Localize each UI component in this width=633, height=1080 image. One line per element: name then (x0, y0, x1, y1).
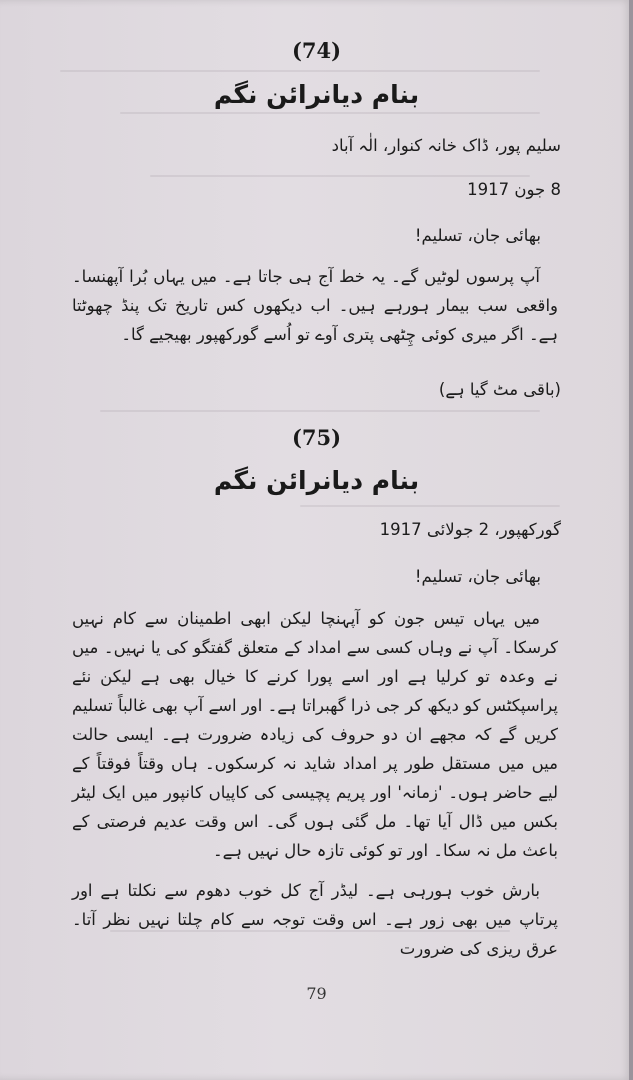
letter-title: بنام دیانرائن نگم (213, 466, 420, 495)
letter-title: بنام دیانرائن نگم (213, 80, 420, 109)
bleed-through-mark (100, 410, 540, 412)
bleed-through-mark (150, 175, 530, 177)
letter-salutation: بھائی جان، تسلیم! (414, 226, 541, 245)
letter-place-date: گورکھپور، 2 جولائی 1917 (379, 520, 561, 539)
letter-note: (باقی مٹ گیا ہے) (438, 380, 561, 399)
letter-number: (74) (291, 38, 342, 63)
bleed-through-mark (120, 112, 540, 114)
letter-salutation: بھائی جان، تسلیم! (414, 567, 541, 586)
bleed-through-mark (60, 70, 540, 72)
letter-number: (75) (291, 425, 342, 450)
letter-date: 8 جون 1917 (467, 180, 561, 199)
letter-paragraph: آپ پرسوں لوٹیں گے۔ یہ خط آج ہی جاتا ہے۔ میں یہاں بُرا آپھنسا۔ واقعی سب بیمار ہورہے ہیں۔ اب دیکھوں کس تاریخ تک پنڈ چھوٹتا ہے۔ اگر میری کوئی چِٹھی پتری آوے تو اُسے گورکھپور بھیجیے گا۔ (72, 267, 558, 344)
page-edge (629, 0, 633, 1080)
letter-paragraph: بارش خوب ہورہی ہے۔ لیڈر آج کل خوب دھوم سے نکلتا ہے اور پرتاپ میں بھی زور ہے۔ اس وقت توجہ سے کام چلتا نہیں نظر آتا۔ عرق ریزی کی ضرورت (72, 881, 558, 958)
letter-paragraph: میں یہاں تیس جون کو آپہنچا لیکن ابھی اطمینان سے کام نہیں کرسکا۔ آپ نے وہاں کسی سے امداد کے متعلق گفتگو کی یا نہیں۔ میں نے وعدہ تو کرلیا ہے اور اسے پورا کرنے کا خیال بھی ہے لیکن نئے پراسپکٹس کو دیکھ کر جی ذرا گھبراتا ہے۔ اور اسے آپ بھی غالباً تسلیم کریں گے کہ مجھے ان دو حروف کی زیادہ ضرورت ہے۔ ایسی حالت میں میں مستقل طور پر امداد شاید نہ کرسکوں۔ ہاں وقتاً فوقتاً کے لیے حاضر ہوں۔ 'زمانہ' اور پریم پچیسی کی کاپیاں کانپور میں ایک لیٹر بکس میں ڈال آیا تھا۔ مل گئی ہوں گی۔ اس وقت عدیم فرصتی کے باعث مل نہ سکا۔ اور تو کوئی تازہ حال نہیں ہے۔ (72, 609, 558, 860)
page-number: 79 (306, 984, 327, 1003)
letter-place: سلیم پور، ڈاک خانہ کنوار، الٰہ آباد (331, 136, 561, 155)
bleed-through-mark (300, 505, 560, 507)
